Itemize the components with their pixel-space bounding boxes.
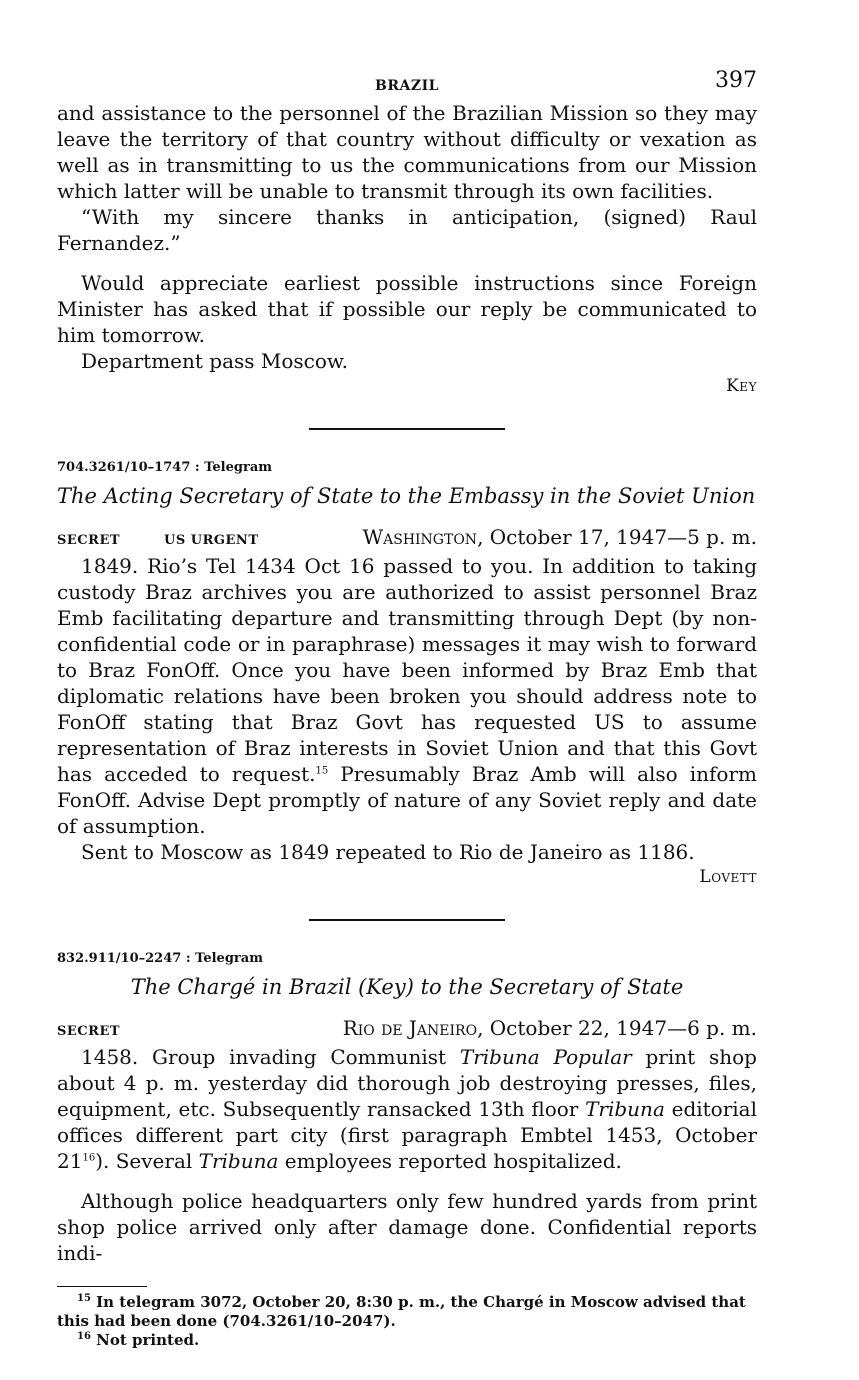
footnote-15 (57, 1293, 757, 1331)
file-reference: 704.3261/10–1747 : Telegram (57, 460, 272, 475)
telegram-body (57, 553, 757, 839)
document-heading: The Acting Secretary of State to the Embassy in the Soviet Union (57, 484, 756, 508)
body-text: 1458. Group invading Communist (81, 1045, 460, 1069)
classification: SECRET (57, 1024, 121, 1039)
footnote-ref: 16 (82, 1152, 96, 1164)
body-text: print shop about 4 p. m. yesterday did thorough job destroying presses, files, equipment, etc. Subsequently ransacked 13th floor (57, 1045, 757, 1121)
instruction-paragraph: Would appreciate earliest possible instructions since Foreign Minister has asked that if possible our reply be communicated to him tomorrow. (57, 271, 757, 347)
place: Rio de Janeiro (342, 1016, 478, 1040)
quoted-closing: “With my sincere thanks in anticipation, (signed) Raul Fernandez.” (57, 205, 757, 255)
footnote-ref: 15 (315, 765, 329, 777)
precedence: US URGENT (164, 533, 259, 548)
footnotes (57, 1293, 757, 1350)
footnote-number: 16 (77, 1331, 91, 1342)
body-text: 1849. Rio’s Tel 1434 Oct 16 passed to you. In addition to taking custody Braz archives you are authorized to assist personnel Braz Emb facilitating departure and transmitting through Dept (by non-confidential code or in paraphrase) messages it may wish to forward to Braz FonOff. Once you have been informed by Braz Emb that diplomatic relations have been broken you should address note to FonOff stating that Braz Govt has requested US to assume representation of Braz interests in Soviet Union and that this Govt has acceded to request. (57, 554, 757, 786)
continued-paragraph: and assistance to the personnel of the Brazilian Mission so they may leave the territory of that country without difficulty or vexation as well as in transmitting to us the communications from our Mission which latter will be unable to transmit through its own facilities. (57, 101, 757, 203)
signature-key: Key (726, 376, 757, 396)
body-text: ). Several (95, 1149, 199, 1173)
place-date (343, 1016, 757, 1040)
running-title: BRAZIL (375, 78, 439, 94)
telegram-lovett (57, 460, 757, 889)
telegram-meta (57, 1016, 757, 1040)
file-reference: 832.911/10–2247 : Telegram (57, 951, 263, 966)
telegram-meta (57, 525, 757, 549)
document-page (57, 60, 757, 1350)
sent-line: Sent to Moscow as 1849 repeated to Rio de Janeiro as 1186. (81, 840, 695, 864)
newspaper-name: Tribuna Popular (459, 1045, 632, 1069)
footnote-text: Not printed. (96, 1331, 200, 1349)
signature-lovett: Lovett (699, 867, 757, 887)
newspaper-name: Tribuna (198, 1149, 279, 1173)
body-text: Presumably Braz Amb will also inform FonOff. Advise Dept promptly of nature of any Soviet reply and date of assumption. (57, 762, 758, 838)
running-header (57, 60, 757, 100)
telegram-key (57, 951, 757, 1266)
body-text: employees reported hospitalized. (278, 1149, 622, 1173)
date: , October 17, 1947—5 p. m. (477, 525, 757, 549)
place-date (363, 525, 757, 549)
footnote-number: 15 (77, 1293, 91, 1304)
telegram-body-continued: Although police headquarters only few hundred yards from print shop police arrived only after damage done. Confidential reports indi- (57, 1189, 757, 1265)
footnote-16 (57, 1331, 757, 1350)
routing-paragraph: Department pass Moscow. (81, 349, 349, 373)
section-divider (309, 428, 505, 430)
newspaper-name: Tribuna (585, 1097, 665, 1121)
classification: SECRET (57, 533, 121, 548)
telegram-body (57, 1044, 757, 1174)
footnote-divider (57, 1286, 147, 1287)
document-heading: The Chargé in Brazil (Key) to the Secretary of State (130, 975, 684, 999)
page-number: 397 (715, 68, 757, 93)
section-divider (309, 919, 505, 921)
place: Washington (362, 525, 478, 549)
body-text: editorial offices different part city (first paragraph Embtel 1453, October 21 (57, 1097, 757, 1173)
date: , October 22, 1947—6 p. m. (477, 1016, 757, 1040)
footnote-text: In telegram 3072, October 20, 8:30 p. m., the Chargé in Moscow advised that this had been done (704.3261/10–2047). (57, 1293, 746, 1330)
